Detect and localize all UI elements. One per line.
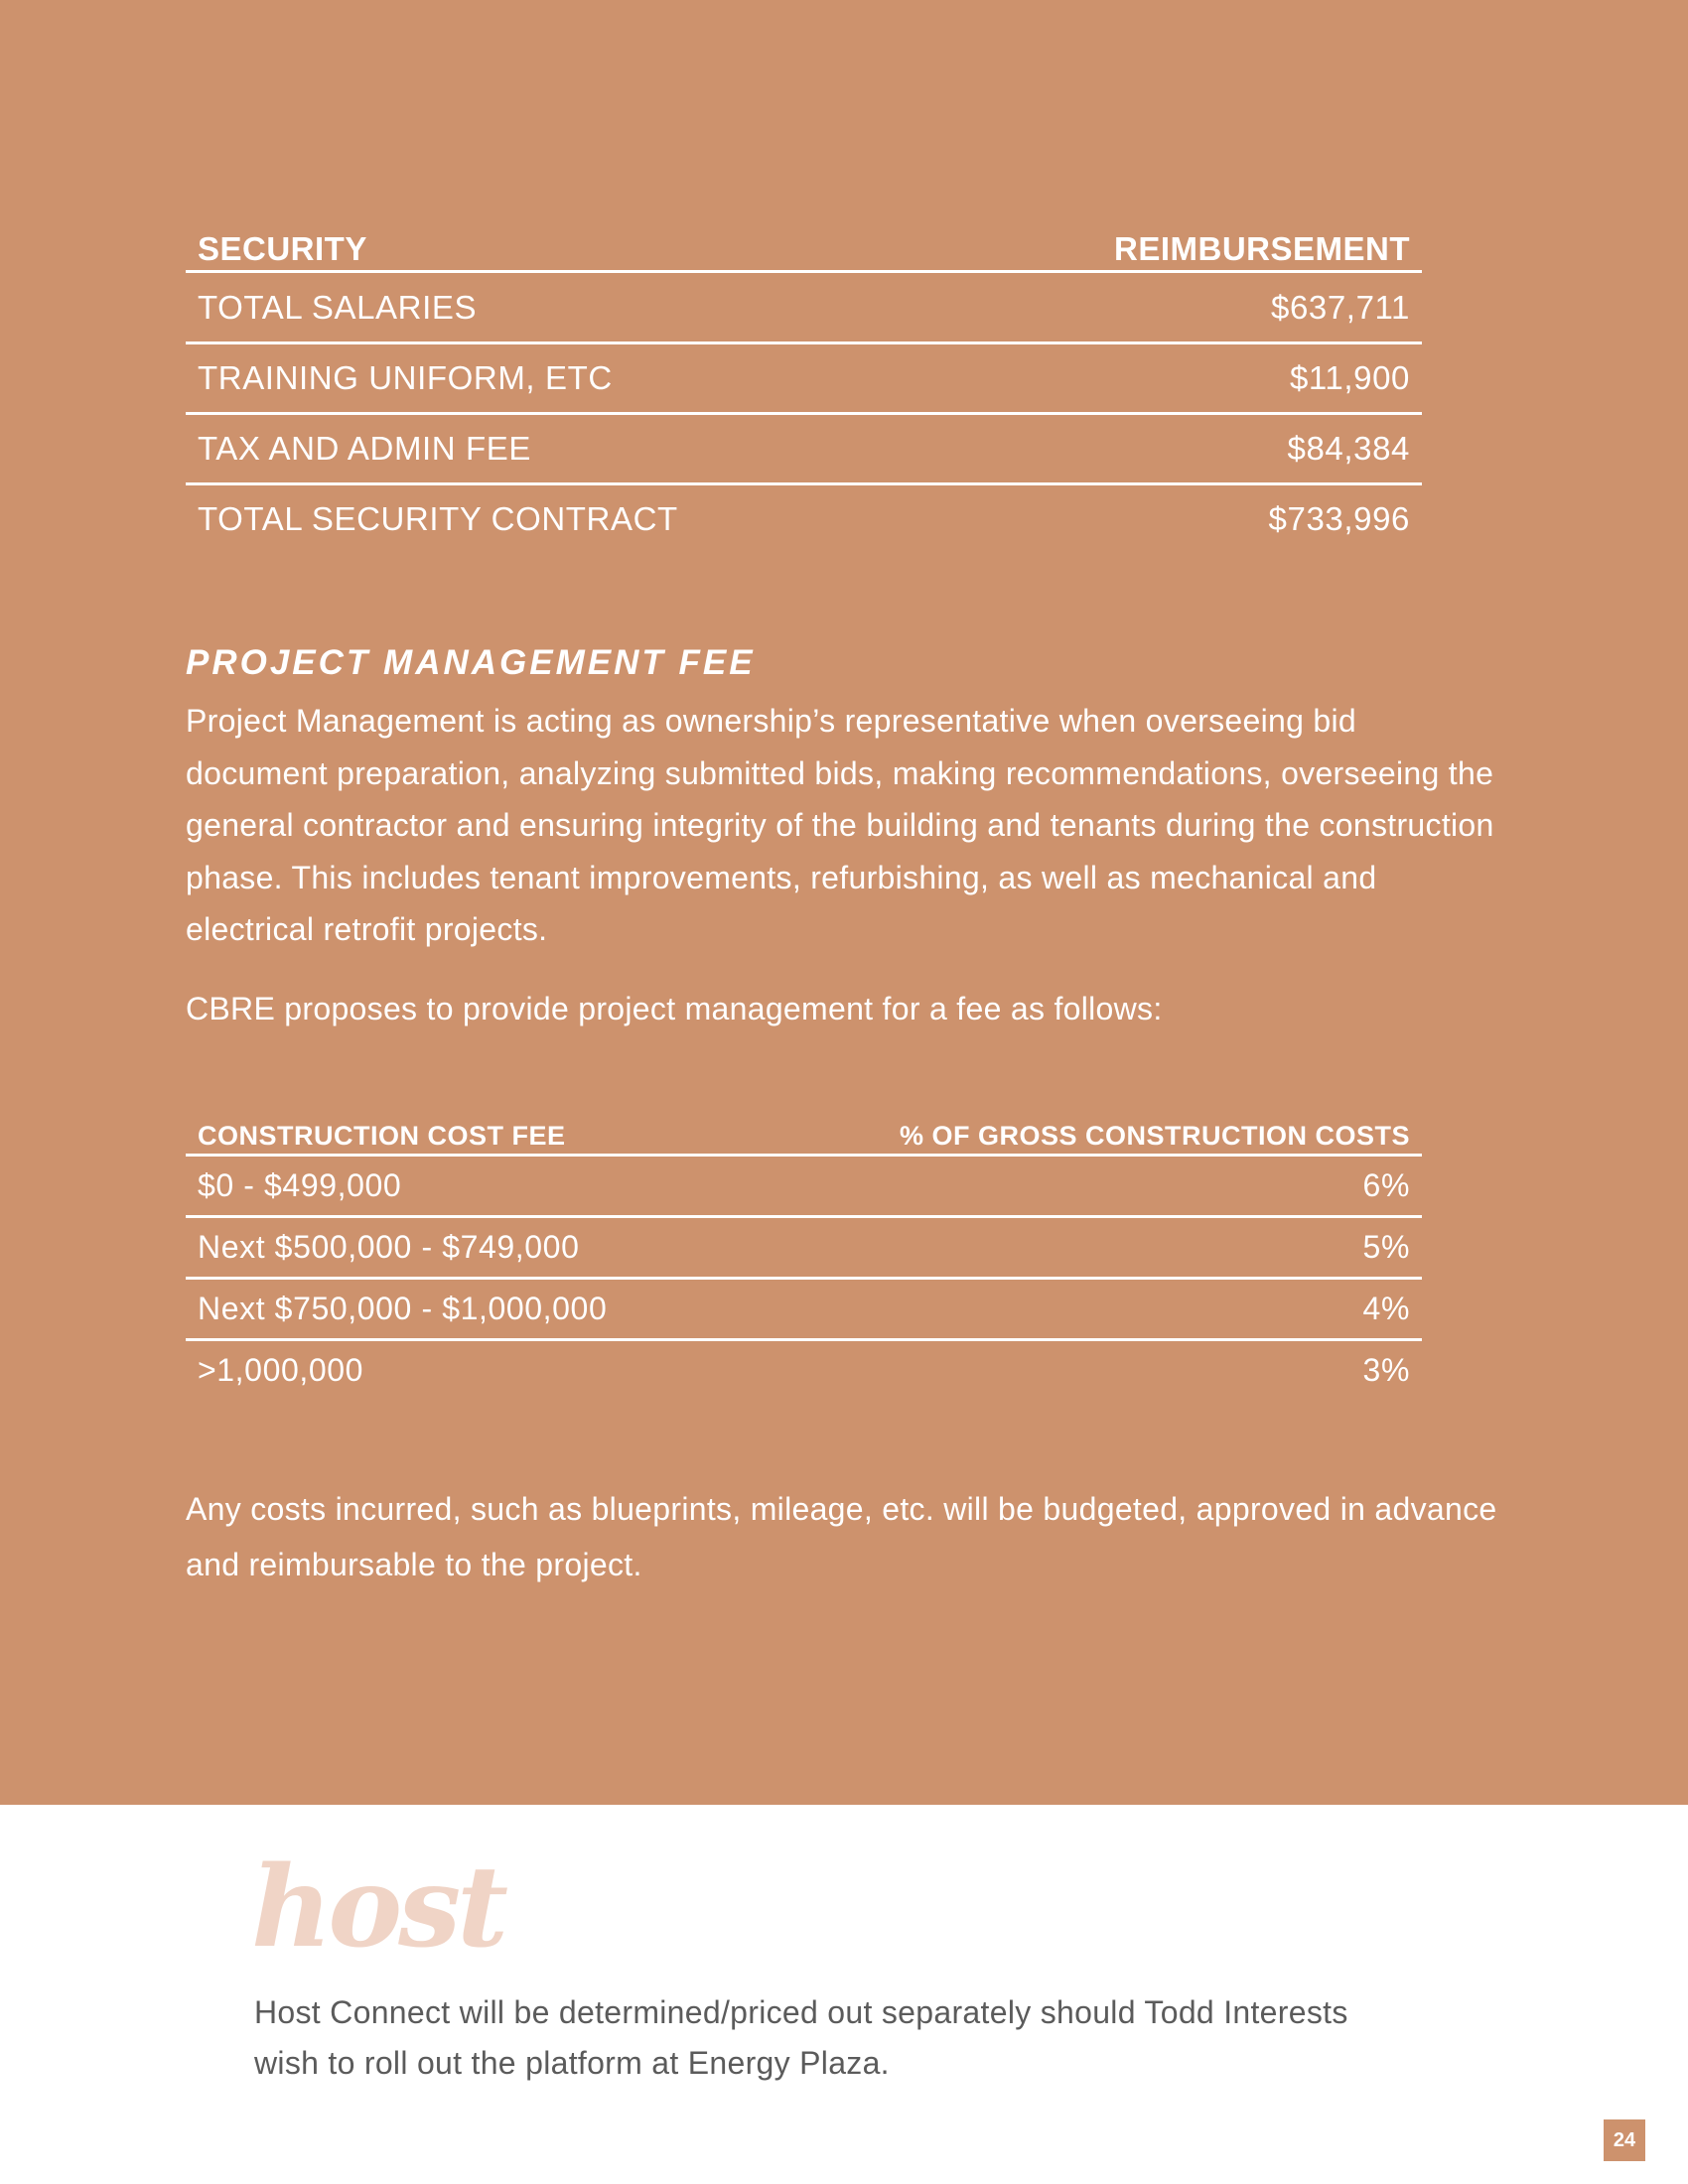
construction-cost-column-header: CONSTRUCTION COST FEE [198, 1121, 566, 1151]
row-range: Next $750,000 - $1,000,000 [198, 1291, 608, 1326]
row-percent: 4% [1362, 1291, 1410, 1326]
table-row [186, 344, 1422, 415]
security-column-header: SECURITY [198, 230, 367, 267]
row-amount: $84,384 [1287, 430, 1410, 467]
table-row [186, 273, 1422, 344]
table-row [186, 485, 1422, 553]
reimbursement-column-header: REIMBURSEMENT [1113, 230, 1410, 267]
security-table-header [186, 226, 1422, 273]
row-label: TAX AND ADMIN FEE [198, 430, 531, 467]
row-label: TRAINING UNIFORM, ETC [198, 359, 613, 396]
table-row [186, 415, 1422, 485]
row-range: >1,000,000 [198, 1352, 364, 1388]
row-amount: $11,900 [1289, 359, 1410, 396]
project-management-description: Project Management is acting as ownership’s representative when overseeing bid document preparation, analyzing submitted bids, making recommendations, overseeing the general contractor and ensuring integrity of the building and tenants during the construction phase. This includes tenant improvements, refurbishing, as well as mechanical and electrical retrofit projects. [186, 703, 1494, 947]
row-percent: 3% [1362, 1352, 1410, 1388]
section-title: PROJECT MANAGEMENT FEE [186, 643, 756, 682]
fee-table-header [186, 1110, 1422, 1157]
row-label: TOTAL SECURITY CONTRACT [198, 500, 678, 537]
row-range: Next $500,000 - $749,000 [198, 1229, 580, 1265]
row-range: $0 - $499,000 [198, 1167, 402, 1203]
percent-column-header: % OF GROSS CONSTRUCTION COSTS [899, 1121, 1410, 1151]
table-row [186, 1280, 1422, 1341]
security-table [186, 226, 1422, 553]
row-percent: 6% [1362, 1167, 1410, 1203]
row-percent: 5% [1362, 1229, 1410, 1265]
page-number-badge: 24 [1604, 2119, 1645, 2161]
host-connect-note: Host Connect will be determined/priced out separately should Todd Interests wish to roll out the platform at Energy Plaza. [254, 1994, 1348, 2081]
table-row [186, 1341, 1422, 1400]
table-row [186, 1218, 1422, 1280]
fee-proposal-text: CBRE proposes to provide project management for a fee as follows: [186, 991, 1163, 1026]
row-amount: $637,711 [1271, 288, 1410, 326]
table-row [186, 1157, 1422, 1218]
host-logo: host [251, 1843, 504, 1973]
row-label: TOTAL SALARIES [198, 288, 478, 326]
construction-fee-table [186, 1110, 1422, 1400]
costs-note: Any costs incurred, such as blueprints, mileage, etc. will be budgeted, approved in advance and reimbursable to the project. [186, 1491, 1497, 1582]
row-amount: $733,996 [1268, 500, 1410, 537]
